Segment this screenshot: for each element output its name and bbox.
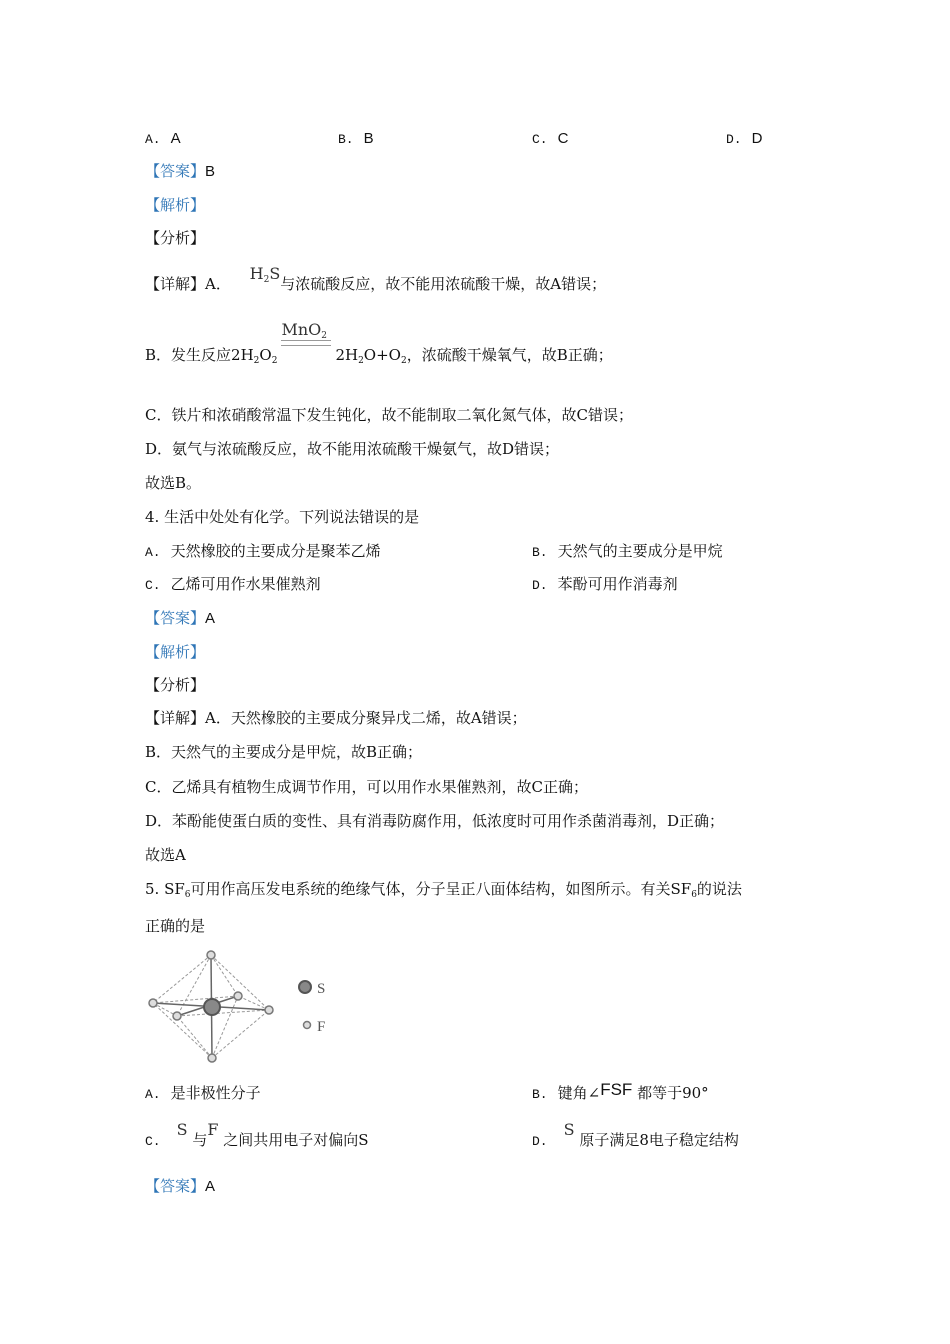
q4-answer: 【答案】A — [145, 609, 216, 627]
q5-option-d: D.S 原子满足8电子稳定结构 — [532, 1120, 739, 1149]
q3-detail-b: B．发生反应$2H_2O_2$ MnO$_2$ $2H_2O+O_2$，浓硫酸干燥氧气，故B正确； — [145, 320, 613, 366]
q3-option-c: C. C — [532, 130, 569, 147]
legend-f: F — [317, 1019, 326, 1035]
q4-conclusion: 故选A — [145, 846, 186, 864]
q4-option-c: C. 乙烯可用作水果催熟剂 — [145, 575, 321, 593]
q3-answer: 【答案】B — [145, 162, 216, 180]
q4-stem: 4. 生活中处处有化学。下列说法错误的是 — [145, 508, 420, 526]
q3-option-a: A. A — [145, 130, 181, 147]
q3-analysis-label: 【解析】 — [145, 196, 206, 214]
q3-option-b: B. B — [338, 130, 374, 147]
q4-detail-b: B．天然气的主要成分是甲烷，故B正确； — [145, 743, 423, 761]
q3-detail-d: D．氨气与浓硫酸反应，故不能用浓硫酸干燥氨气，故D错误； — [145, 440, 560, 458]
q4-option-b: B. 天然气的主要成分是甲烷 — [532, 542, 723, 560]
q5-option-a: A. 是非极性分子 — [145, 1084, 261, 1102]
legend-s: S — [317, 981, 326, 997]
q4-fenxi-label: 【分析】 — [145, 676, 206, 694]
q4-detail-a: 【详解】A．天然橡胶的主要成分聚异戊二烯，故A错误； — [145, 709, 527, 727]
q4-analysis-label: 【解析】 — [145, 643, 206, 661]
reaction-condition: MnO$_2$ — [281, 346, 331, 366]
q3-conclusion: 故选B。 — [145, 474, 202, 492]
q3-detail-c: C．铁片和浓硝酸常温下发生钝化，故不能制取二氧化氮气体，故C错误； — [145, 406, 633, 424]
q5-stem-line2: 正确的是 — [145, 917, 206, 935]
q3-option-d: D. D — [726, 130, 763, 147]
q3-fenxi-label: 【分析】 — [145, 229, 206, 247]
q5-option-c: C.S 与F 之间共用电子对偏向S — [145, 1120, 369, 1149]
q5-option-b: B. 键角∠FSF 都等于90° — [532, 1080, 709, 1102]
q4-option-d: D. 苯酚可用作消毒剂 — [532, 575, 678, 593]
q4-detail-c: C．乙烯具有植物生成调节作用，可以用作水果催熟剂，故C正确； — [145, 778, 588, 796]
q4-detail-d: D．苯酚能使蛋白质的变性、具有消毒防腐作用，低浓度时可用作杀菌消毒剂，D正确； — [145, 812, 725, 830]
sf6-octahedron-figure — [145, 945, 345, 1070]
q5-stem-line1: 5. $SF_6$可用作高压发电系统的绝缘气体，分子呈正八面体结构，如图所示。有关$SF_6$的说法 — [145, 880, 742, 900]
q4-option-a: A. 天然橡胶的主要成分是聚苯乙烯 — [145, 542, 381, 560]
q5-answer: 【答案】A — [145, 1177, 216, 1195]
q3-detail-a: 【详解】A． $H_2S$与浓硫酸反应，故不能用浓硫酸干燥，故A错误； — [145, 264, 607, 293]
